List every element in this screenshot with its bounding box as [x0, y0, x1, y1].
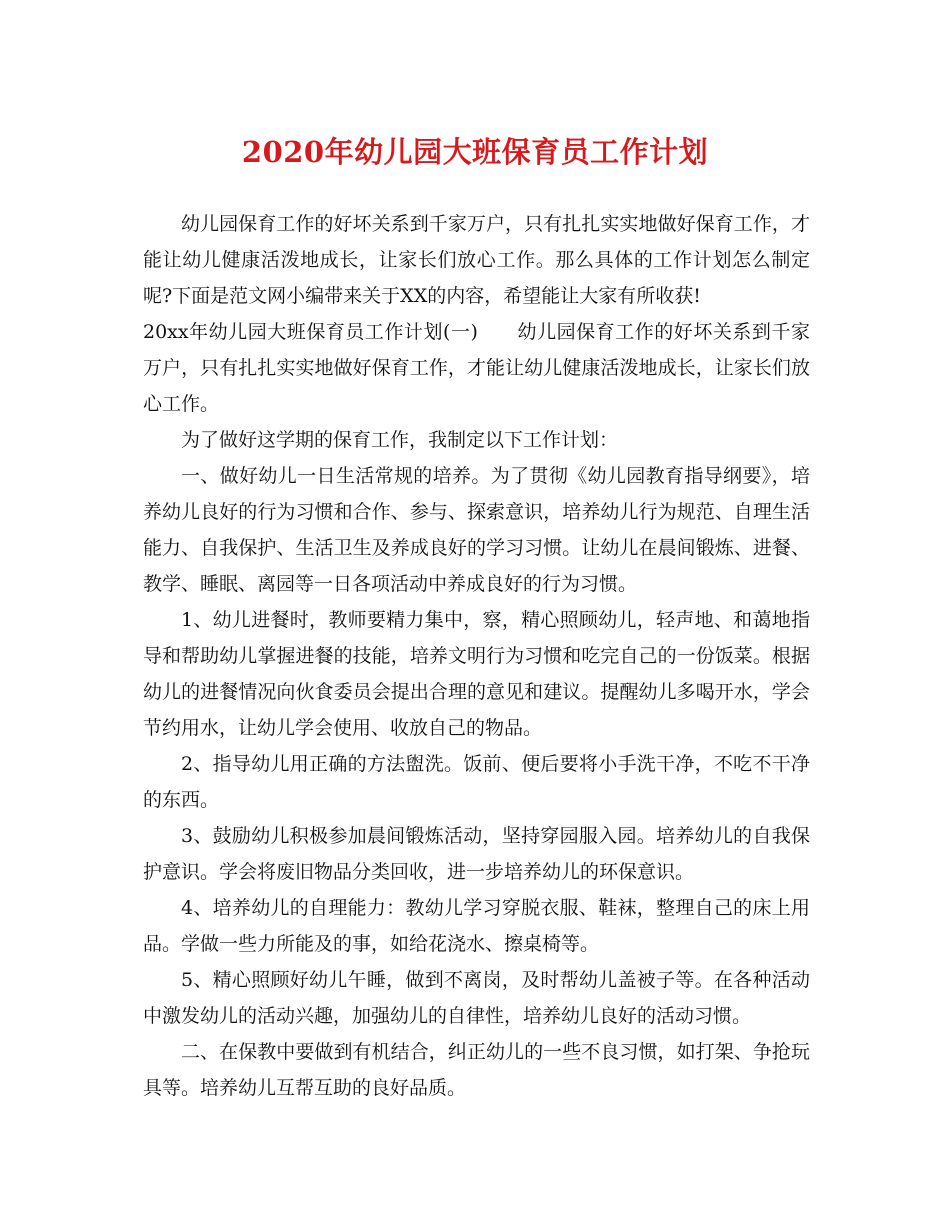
- paragraph-item-1: 1、幼儿进餐时，教师要精力集中，察，精心照顾幼儿，轻声地、和蔼地指导和帮助幼儿掌握进餐的技能，培养文明行为习惯和吃完自己的一份饭菜。根据幼儿的进餐情况向伙食委员会提出合理的意见和建议。提醒幼儿多喝开水，学会节约用水，让幼儿学会使用、收放自己的物品。: [143, 609, 810, 739]
- paragraph-item-5: 5、精心照顾好幼儿午睡，做到不离岗，及时帮幼儿盖被子等。在各种活动中激发幼儿的活动兴趣，加强幼儿的自律性，培养幼儿良好的活动习惯。: [143, 969, 810, 1027]
- paragraph-plan-statement: 为了做好这学期的保育工作，我制定以下工作计划：: [181, 429, 619, 451]
- document-body: [143, 206, 810, 1106]
- paragraph-item-4: 4、培养幼儿的自理能力：教幼儿学习穿脱衣服、鞋袜，整理自己的床上用品。学做一些力所能及的事，如给花浇水、擦桌椅等。: [143, 897, 810, 955]
- document-title: 2020年幼儿园大班保育员工作计划: [241, 135, 709, 169]
- paragraph-section-one: 一、做好幼儿一日生活常规的培养。为了贯彻《幼儿园教育指导纲要》，培养幼儿良好的行为习惯和合作、参与、探索意识，培养幼儿行为规范、自理生活能力、自我保护、生活卫生及养成良好的学习习惯。让幼儿在晨间锻炼、进餐、教学、睡眠、离园等一日各项活动中养成良好的行为习惯。: [143, 465, 810, 595]
- paragraph-plan-heading: 20xx年幼儿园大班保育员工作计划(一) 幼儿园保育工作的好坏关系到千家万户，只有扎扎实实地做好保育工作，才能让幼儿健康活泼地成长，让家长们放心工作。: [143, 321, 810, 415]
- paragraph-item-3: 3、鼓励幼儿积极参加晨间锻炼活动，坚持穿园服入园。培养幼儿的自我保护意识。学会将废旧物品分类回收，进一步培养幼儿的环保意识。: [143, 825, 810, 883]
- paragraph-item-2: 2、指导幼儿用正确的方法盥洗。饭前、便后要将小手洗干净，不吃不干净的东西。: [143, 753, 810, 811]
- paragraph-intro: 幼儿园保育工作的好坏关系到千家万户，只有扎扎实实地做好保育工作，才能让幼儿健康活泼地成长，让家长们放心工作。那么具体的工作计划怎么制定呢?下面是范文网小编带来关于XX的内容，希望能让大家有所收获!: [143, 213, 810, 307]
- paragraph-section-two: 二、在保教中要做到有机结合，纠正幼儿的一些不良习惯，如打架、争抢玩具等。培养幼儿互帮互助的良好品质。: [143, 1041, 810, 1099]
